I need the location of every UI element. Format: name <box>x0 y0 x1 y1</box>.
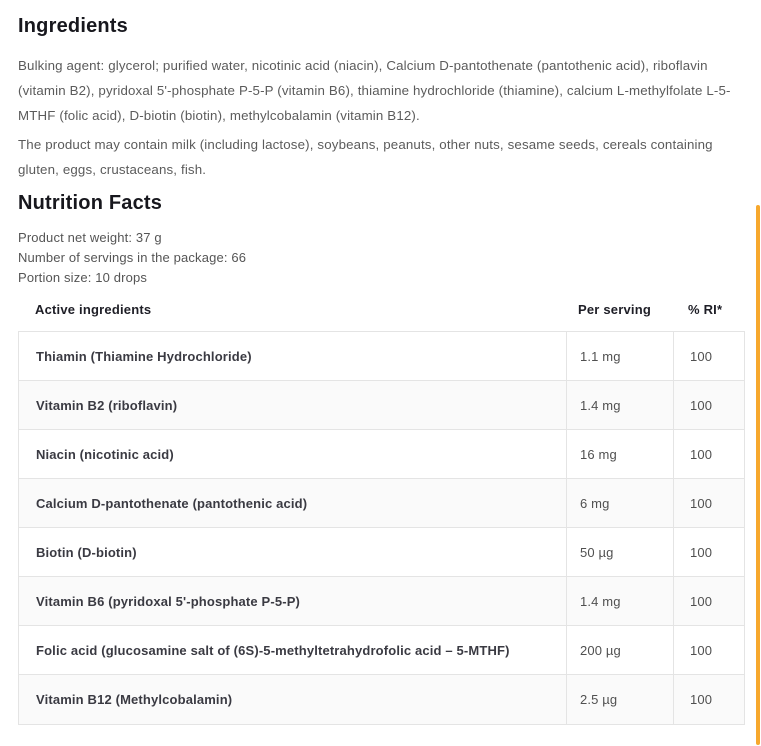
ri-value: 100 <box>673 577 746 625</box>
table-row <box>19 577 744 626</box>
table-header-row <box>18 302 745 331</box>
allergen-paragraph: The product may contain milk (including lactose), soybeans, peanuts, other nuts, sesame seeds, cereals containing gluten, eggs, crustaceans, fish. <box>18 137 713 177</box>
ingredients-title: Ingredients <box>18 15 128 37</box>
table-row <box>19 430 744 479</box>
per-serving-value: 1.1 mg <box>566 332 673 380</box>
ingredient-name: Vitamin B2 (riboflavin) <box>36 397 178 413</box>
ri-value: 100 <box>673 528 746 576</box>
scrollbar-thumb[interactable] <box>756 205 760 745</box>
nutrition-meta <box>18 228 745 288</box>
table-row <box>19 528 744 577</box>
table-row <box>19 626 744 675</box>
servings-line: Number of servings in the package: 66 <box>18 250 247 265</box>
nutrition-facts-title: Nutrition Facts <box>18 192 163 214</box>
per-serving-value: 1.4 mg <box>566 381 673 429</box>
col-header-per-serving: Per serving <box>578 302 652 317</box>
ingredients-paragraph: Bulking agent: glycerol; purified water, nicotinic acid (niacin), Calcium D-pantothenate (pantothenic acid), riboflavin (vitamin B2), pyridoxal 5'-phosphate P-5-P (vitamin B6), thiamine hydrochloride (thiamine), calcium L-methylfolate L-5-MTHF (folic acid), D-biotin (biotin), methylcobalamin (vitamin B12). <box>18 58 731 123</box>
ingredient-name: Folic acid (glucosamine salt of (6S)-5-methyltetrahydrofolic acid – 5-MTHF) <box>36 642 510 658</box>
col-header-ri: % RI* <box>688 302 723 317</box>
ingredient-name: Thiamin (Thiamine Hydrochloride) <box>36 348 252 364</box>
per-serving-value: 1.4 mg <box>566 577 673 625</box>
nutrition-table <box>18 302 745 725</box>
ingredient-name: Vitamin B6 (pyridoxal 5'-phosphate P-5-P) <box>36 593 300 609</box>
per-serving-value: 200 µg <box>566 626 673 674</box>
table-body <box>18 331 745 725</box>
table-row <box>19 479 744 528</box>
ingredient-name: Biotin (D-biotin) <box>36 544 137 560</box>
portion-size-line: Portion size: 10 drops <box>18 270 148 285</box>
ri-value: 100 <box>673 430 746 478</box>
ri-value: 100 <box>673 675 746 724</box>
ingredient-name: Calcium D-pantothenate (pantothenic acid) <box>36 495 308 511</box>
ingredient-name: Vitamin B12 (Methylcobalamin) <box>36 692 233 707</box>
table-row <box>19 332 744 381</box>
ingredient-name: Niacin (nicotinic acid) <box>36 446 174 462</box>
net-weight-line: Product net weight: 37 g <box>18 230 162 245</box>
ri-value: 100 <box>673 332 746 380</box>
per-serving-value: 2.5 µg <box>566 675 673 724</box>
col-header-active-ingredients: Active ingredients <box>35 302 152 317</box>
per-serving-value: 50 µg <box>566 528 673 576</box>
ri-value: 100 <box>673 381 746 429</box>
per-serving-value: 16 mg <box>566 430 673 478</box>
per-serving-value: 6 mg <box>566 479 673 527</box>
table-row <box>19 381 744 430</box>
table-row <box>19 675 744 724</box>
ri-value: 100 <box>673 626 746 674</box>
ri-value: 100 <box>673 479 746 527</box>
